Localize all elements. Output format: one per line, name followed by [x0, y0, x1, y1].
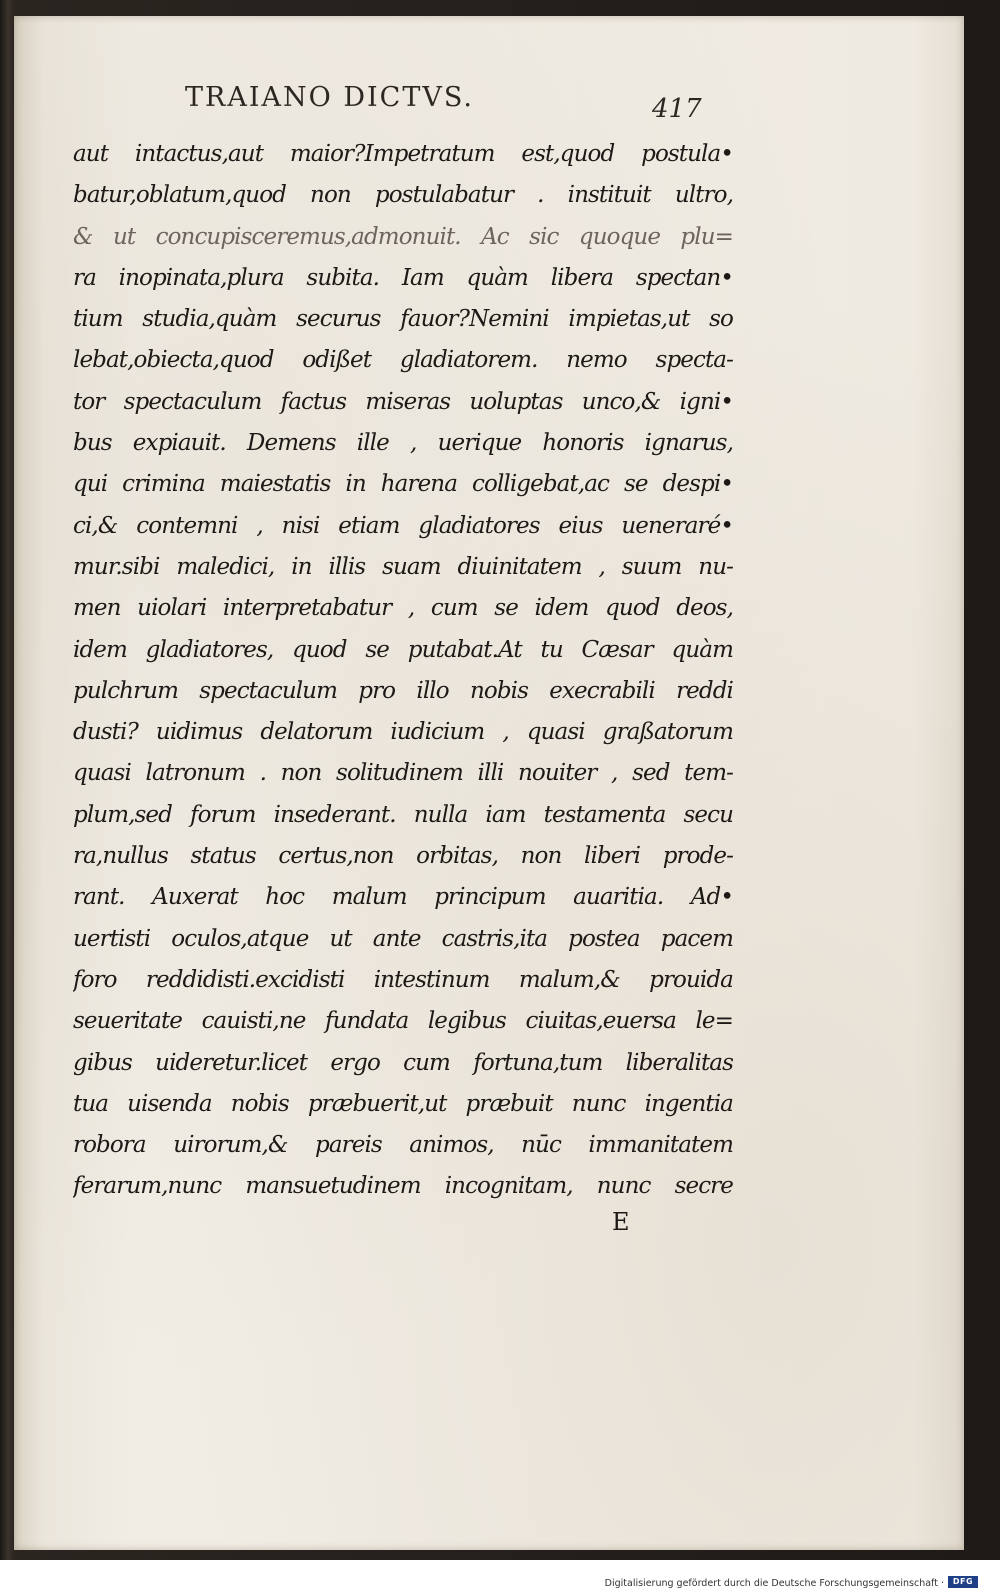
- text-line: ra,nullus status certus,non orbitas, non liberi prode-: [73, 843, 733, 870]
- text-line: pulchrum spectaculum pro illo nobis execrabili reddi: [73, 677, 733, 704]
- running-head: TRAIANO DICTVS.: [185, 82, 474, 113]
- text-line: foro reddidisti.excidisti intestinum malum,& prouida: [73, 966, 733, 993]
- body-text: [73, 134, 733, 1208]
- text-line: plum,sed forum insederant. nulla iam testamenta secu: [73, 801, 733, 828]
- text-line: quasi latronum . non solitudinem illi nouiter , sed tem-: [73, 760, 733, 787]
- text-line: ferarum,nunc mansuetudinem incognitam, nunc secre: [73, 1173, 733, 1200]
- text-line: aut intactus,aut maior?Impetratum est,quod postula•: [73, 141, 733, 167]
- text-line: dusti? uidimus delatorum iudicium , quasi graßatorum: [73, 719, 733, 746]
- text-line: bus expiauit. Demens ille , uerique honoris ignarus,: [73, 430, 733, 457]
- text-line: batur,oblatum,quod non postulabatur . instituit ultro,: [73, 182, 733, 209]
- text-line: gibus uideretur.licet ergo cum fortuna,tum liberalitas: [73, 1049, 733, 1076]
- text-line: uertisti oculos,atque ut ante castris,ita postea pacem: [73, 925, 733, 952]
- text-line: mur.sibi maledici, in illis suam diuinitatem , suum nu-: [73, 553, 733, 580]
- signature-mark: E: [612, 1208, 630, 1236]
- text-line: ci,& contemni , nisi etiam gladiatores eius ueneraré•: [73, 512, 733, 539]
- text-line: tor spectaculum factus miseras uoluptas unco,& igni•: [73, 388, 733, 415]
- page-number: 417: [652, 94, 702, 124]
- text-line: rant. Auxerat hoc malum principum auaritia. Ad•: [73, 884, 733, 911]
- text-line: men uiolari interpretabatur , cum se idem quod deos,: [73, 595, 733, 622]
- text-line: lebat,obiecta,quod odißet gladiatorem. nemo specta-: [73, 347, 733, 374]
- text-line: qui crimina maiestatis in harena colligebat,ac se despi•: [73, 471, 733, 498]
- text-line: & ut concupisceremus,admonuit. Ac sic quoque plu=: [73, 223, 733, 250]
- funding-credit: Digitalisierung gefördert durch die Deutsche Forschungsgemeinschaft ·: [604, 1578, 944, 1589]
- dfg-logo: DFG: [948, 1576, 978, 1588]
- text-line: tium studia,quàm securus fauor?Nemini impietas,ut so: [73, 306, 733, 333]
- text-line: ra inopinata,plura subita. Iam quàm libera spectan•: [73, 264, 733, 291]
- text-line: robora uirorum,& pareis animos, nūc immanitatem: [73, 1132, 733, 1159]
- text-line: seueritate cauisti,ne fundata legibus ciuitas,euersa le=: [73, 1008, 733, 1035]
- text-line: tua uisenda nobis præbuerit,ut præbuit nunc ingentia: [73, 1090, 733, 1117]
- text-line: idem gladiatores, quod se putabat.At tu Cæsar quàm: [73, 636, 733, 663]
